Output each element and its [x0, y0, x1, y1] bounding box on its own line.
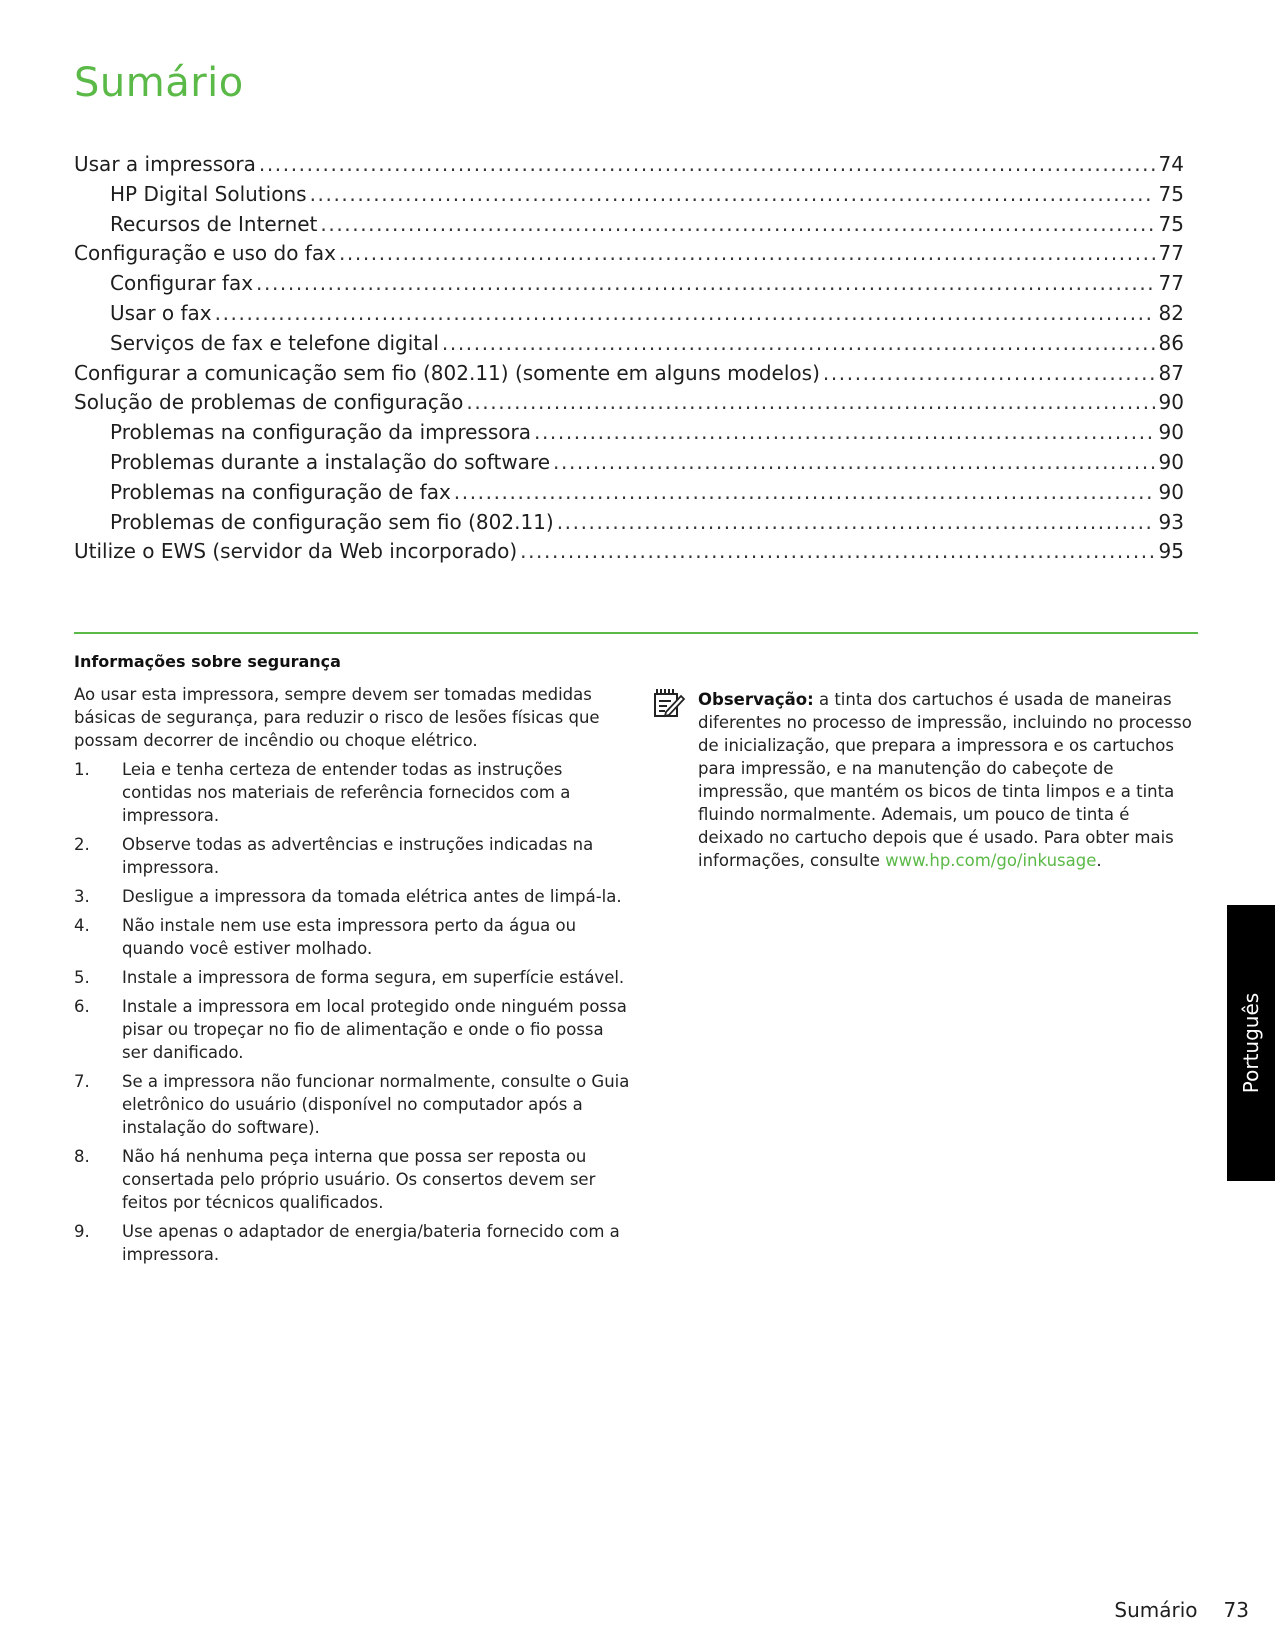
safety-list-item [74, 995, 630, 1064]
toc-entry-label: Configuração e uso do fax [74, 241, 336, 266]
safety-list-item [74, 914, 630, 960]
safety-item-number: 5. [74, 968, 90, 987]
toc-leader-dots [259, 150, 1155, 180]
safety-list-item [74, 1145, 630, 1214]
safety-item-number: 9. [74, 1222, 90, 1241]
toc-entry-page: 86 [1158, 330, 1184, 355]
toc-entry[interactable] [74, 448, 1184, 478]
safety-list-item [74, 966, 630, 989]
safety-section [74, 652, 630, 1272]
safety-item-text: Não instale nem use esta impressora perto da água ou quando você estiver molhado. [122, 916, 577, 958]
safety-item-text: Observe todas as advertências e instruções indicadas na impressora. [122, 835, 594, 877]
toc-entry-label: Configurar a comunicação sem fio (802.11) (somente em alguns modelos) [74, 360, 820, 385]
toc-entry-page: 77 [1158, 271, 1184, 296]
safety-item-number: 1. [74, 760, 90, 779]
toc-entry[interactable] [74, 210, 1184, 240]
toc-entry-label: HP Digital Solutions [110, 181, 307, 206]
safety-item-text: Instale a impressora em local protegido onde ninguém possa pisar ou tropeçar no fio de alimentação e onde o fio possa ser danificado. [122, 997, 627, 1062]
language-tab [1227, 905, 1275, 1181]
page-number: 73 [1223, 1598, 1249, 1622]
safety-item-text: Instale a impressora de forma segura, em superfície estável. [122, 968, 625, 987]
toc-leader-dots [534, 418, 1155, 448]
toc-entry-page: 90 [1158, 449, 1184, 474]
toc-entry-label: Solução de problemas de configuração [74, 390, 464, 415]
toc-entry-label: Problemas na configuração de fax [110, 479, 451, 504]
safety-list-item [74, 833, 630, 879]
safety-item-number: 8. [74, 1147, 90, 1166]
toc-entry-label: Recursos de Internet [110, 211, 318, 236]
toc-leader-dots [557, 508, 1155, 538]
toc-entry[interactable] [74, 418, 1184, 448]
toc-entry[interactable] [74, 359, 1184, 389]
safety-list-item [74, 885, 630, 908]
toc-leader-dots [339, 239, 1155, 269]
toc-entry-page: 75 [1158, 211, 1184, 236]
safety-item-number: 3. [74, 887, 90, 906]
table-of-contents [74, 150, 1184, 567]
toc-entry[interactable] [74, 299, 1184, 329]
note-box [652, 688, 1212, 872]
toc-leader-dots [310, 180, 1155, 210]
toc-entry-page: 75 [1158, 181, 1184, 206]
toc-entry-page: 74 [1158, 152, 1184, 176]
safety-heading: Informações sobre segurança [74, 652, 341, 671]
toc-entry[interactable] [74, 239, 1184, 269]
safety-item-text: Desligue a impressora da tomada elétrica antes de limpá-la. [122, 887, 622, 906]
note-label: Observação: [698, 690, 814, 709]
toc-entry-page: 87 [1158, 360, 1184, 385]
toc-entry-page: 90 [1158, 390, 1184, 415]
toc-entry[interactable] [74, 150, 1184, 180]
page-title: Sumário [74, 60, 244, 106]
safety-item-number: 4. [74, 916, 90, 935]
toc-leader-dots [520, 537, 1155, 567]
toc-entry-label: Problemas durante a instalação do software [110, 449, 551, 474]
note-icon [652, 686, 686, 872]
safety-item-text: Leia e tenha certeza de entender todas as instruções contidas nos materiais de referência fornecidos com a impressora. [122, 760, 571, 825]
toc-entry[interactable] [74, 329, 1184, 359]
section-divider [74, 632, 1198, 634]
safety-item-text: Não há nenhuma peça interna que possa ser reposta ou consertada pelo próprio usuário. Os consertos devem ser feitos por técnicos qualificados. [122, 1147, 596, 1212]
note-body: a tinta dos cartuchos é usada de maneiras diferentes no processo de impressão, incluindo no processo de inicialização, que prepara a impressora e os cartuchos para impressão, e na manutenção do cabeçote de impressão, que mantém os bicos de tinta limpos e a tinta fluindo normalmente. Ademais, um pouco de tinta é deixado no cartucho depois que é usado. Para obter mais informações, consulte [698, 690, 1192, 870]
note-text [698, 688, 1198, 872]
toc-entry-page: 90 [1158, 479, 1184, 504]
page-footer [1114, 1598, 1249, 1622]
toc-leader-dots [215, 299, 1155, 329]
toc-entry-label: Problemas de configuração sem fio (802.11) [110, 509, 554, 534]
toc-entry[interactable] [74, 508, 1184, 538]
toc-entry[interactable] [74, 269, 1184, 299]
safety-list-item [74, 758, 630, 827]
safety-list [74, 758, 630, 1266]
toc-entry-label: Serviços de fax e telefone digital [110, 330, 439, 355]
safety-item-text: Se a impressora não funcionar normalmente, consulte o Guia eletrônico do usuário (disponível no computador após a instalação do software). [122, 1072, 630, 1137]
toc-entry-page: 93 [1158, 509, 1184, 534]
toc-entry-label: Problemas na configuração da impressora [110, 420, 531, 445]
toc-entry-label: Usar a impressora [74, 152, 256, 176]
safety-item-number: 6. [74, 997, 90, 1016]
toc-entry[interactable] [74, 180, 1184, 210]
toc-leader-dots [256, 269, 1155, 299]
toc-leader-dots [823, 359, 1155, 389]
toc-entry-label: Utilize o EWS (servidor da Web incorporado) [74, 539, 518, 564]
toc-leader-dots [553, 448, 1155, 478]
inkusage-link[interactable]: www.hp.com/go/inkusage [885, 851, 1097, 870]
safety-item-text: Use apenas o adaptador de energia/bateria fornecido com a impressora. [122, 1222, 620, 1264]
toc-entry-label: Usar o fax [110, 300, 212, 325]
toc-entry[interactable] [74, 478, 1184, 508]
toc-entry-page: 82 [1158, 300, 1184, 325]
safety-intro: Ao usar esta impressora, sempre devem ser tomadas medidas básicas de segurança, para reduzir o risco de lesões físicas que possam decorrer de incêndio ou choque elétrico. [74, 685, 600, 750]
toc-leader-dots [442, 329, 1155, 359]
footer-section: Sumário [1114, 1598, 1198, 1622]
language-tab-label: Português [1239, 992, 1263, 1094]
toc-entry-page: 95 [1158, 539, 1184, 564]
toc-entry-label: Configurar fax [110, 271, 254, 296]
safety-list-item [74, 1220, 630, 1266]
toc-entry[interactable] [74, 537, 1184, 567]
note-suffix: . [1096, 851, 1102, 870]
toc-entry-page: 77 [1158, 241, 1184, 266]
safety-item-number: 7. [74, 1072, 90, 1091]
safety-list-item [74, 1070, 630, 1139]
toc-entry-page: 90 [1158, 420, 1184, 445]
toc-leader-dots [466, 388, 1155, 418]
toc-leader-dots [454, 478, 1155, 508]
toc-entry[interactable] [74, 388, 1184, 418]
toc-leader-dots [320, 210, 1155, 240]
safety-item-number: 2. [74, 835, 90, 854]
